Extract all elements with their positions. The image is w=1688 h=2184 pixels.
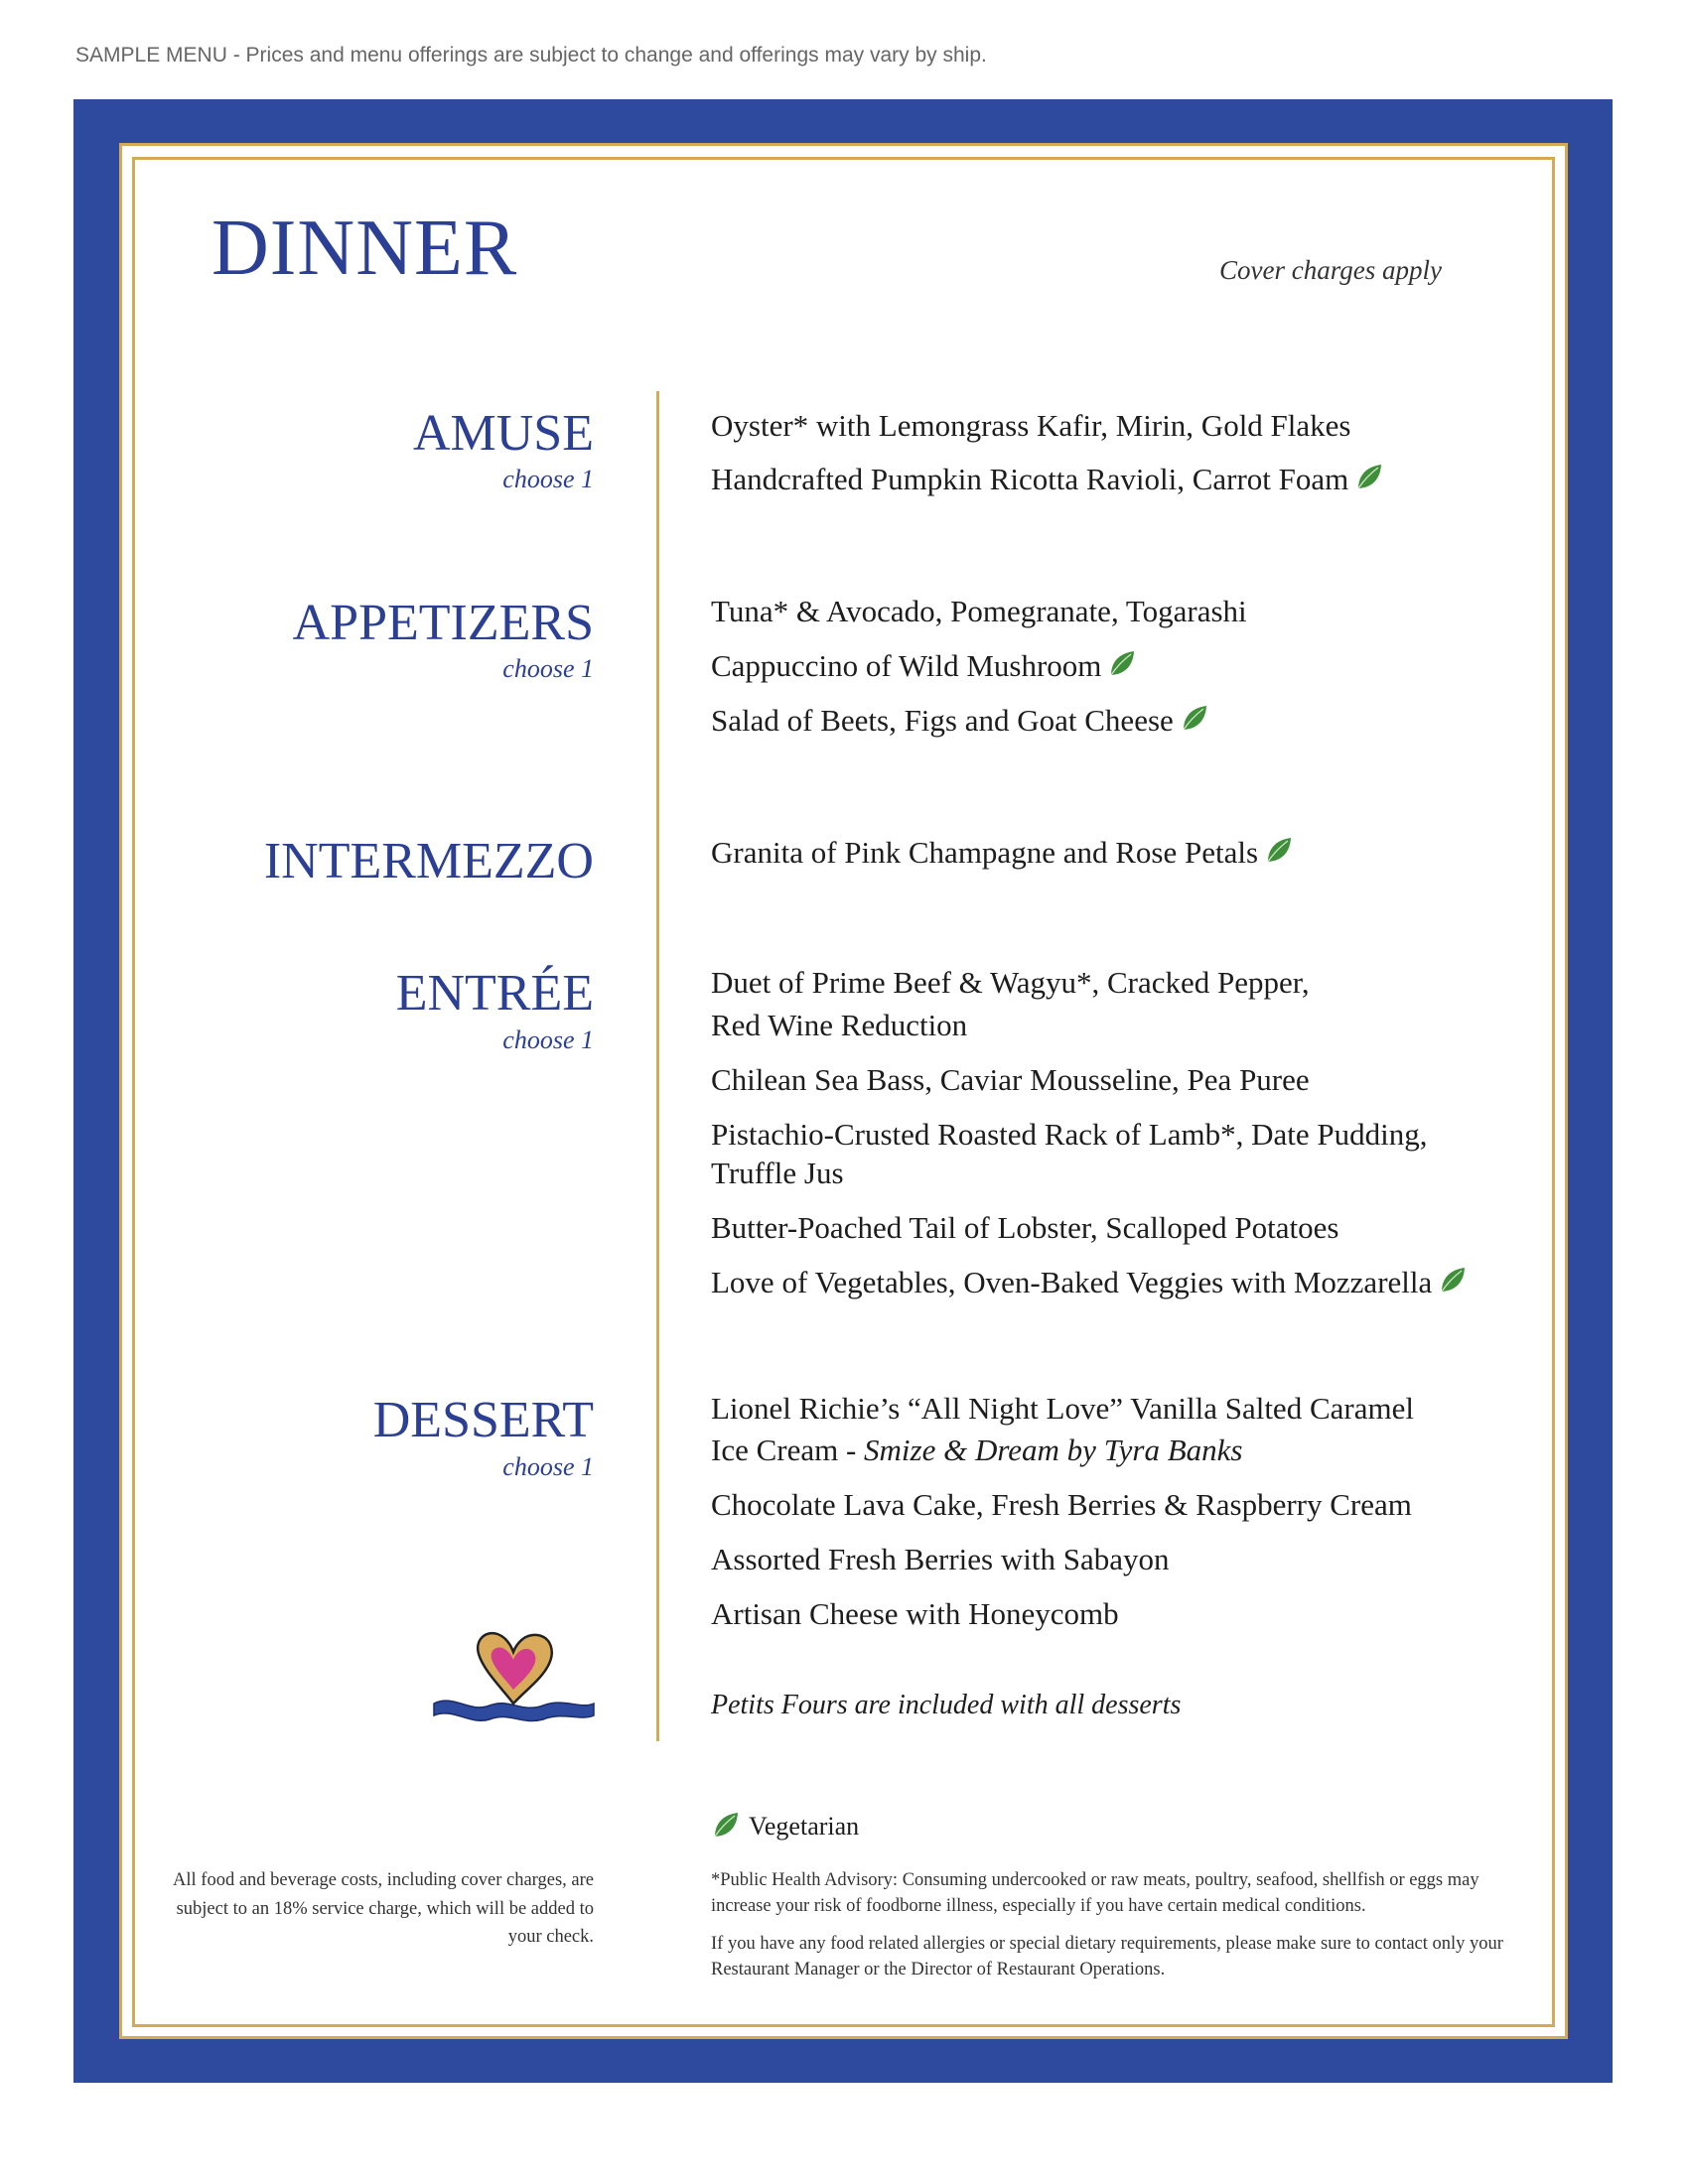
leaf-icon bbox=[1438, 1264, 1468, 1294]
menu-item-continued: Red Wine Reduction bbox=[711, 1008, 968, 1042]
section-title-dessert: DESSERT bbox=[372, 1392, 594, 1448]
cover-charges-note: Cover charges apply bbox=[1219, 255, 1442, 285]
menu-item-continued: Truffle Jus bbox=[711, 1156, 844, 1190]
page-title: DINNER bbox=[211, 205, 518, 292]
menu-item bbox=[711, 700, 1209, 742]
menu-item bbox=[711, 645, 1137, 687]
menu-item-credit: Smize & Dream by Tyra Banks bbox=[864, 1433, 1243, 1467]
column-divider bbox=[656, 391, 659, 1741]
leaf-icon bbox=[711, 1810, 741, 1840]
leaf-icon bbox=[1107, 647, 1137, 677]
menu-item-text: Granita of Pink Champagne and Rose Petals bbox=[711, 835, 1259, 870]
menu-item: Chocolate Lava Cake, Fresh Berries & Raspberry Cream bbox=[711, 1487, 1412, 1522]
vegetarian-label: Vegetarian bbox=[749, 1812, 860, 1841]
section-title-amuse: AMUSE bbox=[412, 405, 594, 462]
menu-item: Lionel Richie’s “All Night Love” Vanilla Salted Caramel bbox=[711, 1391, 1414, 1426]
menu-item-text: Love of Vegetables, Oven-Baked Veggies with Mozzarella bbox=[711, 1265, 1433, 1299]
leaf-icon bbox=[1180, 702, 1209, 732]
menu-item-text: Ice Cream - bbox=[711, 1433, 865, 1467]
section-choose-entree: choose 1 bbox=[502, 1025, 594, 1054]
menu-item-text: Salad of Beets, Figs and Goat Cheese bbox=[711, 703, 1174, 738]
heart-wave-logo bbox=[432, 1626, 596, 1725]
menu-item: Tuna* & Avocado, Pomegranate, Togarashi bbox=[711, 594, 1247, 628]
section-choose-appetizers: choose 1 bbox=[502, 654, 594, 683]
menu-item: Assorted Fresh Berries with Sabayon bbox=[711, 1542, 1170, 1576]
leaf-icon bbox=[1264, 834, 1294, 864]
menu-item: Chilean Sea Bass, Caviar Mousseline, Pea Puree bbox=[711, 1062, 1310, 1097]
public-health-advisory: *Public Health Advisory: Consuming undercooked or raw meats, poultry, seafood, shellfish or eggs may increase your risk of foodborne illness, especially if you have certain medical conditions. bbox=[711, 1870, 1479, 1916]
menu-item bbox=[711, 1262, 1468, 1303]
menu-item bbox=[711, 832, 1294, 874]
sample-menu-disclaimer: SAMPLE MENU - Prices and menu offerings are subject to change and offerings may vary by ship. bbox=[75, 44, 987, 67]
section-choose-dessert: choose 1 bbox=[502, 1452, 594, 1481]
petits-fours-note: Petits Fours are included with all desserts bbox=[711, 1690, 1182, 1720]
menu-item: Duet of Prime Beef & Wagyu*, Cracked Pepper, bbox=[711, 965, 1310, 1000]
service-charge-note: All food and beverage costs, including cover charges, are subject to an 18% service charge, which will be added to your check. bbox=[173, 1870, 594, 1948]
menu-item: Artisan Cheese with Honeycomb bbox=[711, 1596, 1119, 1631]
menu-item-text: Cappuccino of Wild Mushroom bbox=[711, 648, 1102, 683]
menu-item: Butter-Poached Tail of Lobster, Scalloped Potatoes bbox=[711, 1210, 1339, 1245]
menu-item: Pistachio-Crusted Roasted Rack of Lamb*, Date Pudding, bbox=[711, 1117, 1428, 1152]
menu-item-continued bbox=[711, 1430, 1242, 1471]
menu-item: Oyster* with Lemongrass Kafir, Mirin, Gold Flakes bbox=[711, 408, 1351, 443]
menu-item-text: Handcrafted Pumpkin Ricotta Ravioli, Carrot Foam bbox=[711, 462, 1349, 496]
section-title-entree: ENTRÉE bbox=[395, 965, 594, 1022]
menu-item bbox=[711, 459, 1384, 500]
vegetarian-legend bbox=[711, 1812, 859, 1842]
section-choose-amuse: choose 1 bbox=[502, 465, 594, 493]
section-title-intermezzo: INTERMEZZO bbox=[263, 833, 594, 889]
section-title-appetizers: APPETIZERS bbox=[292, 595, 594, 651]
allergy-note: If you have any food related allergies or special dietary requirements, please make sure to contact only your Restaurant Manager or the Director of Restaurant Operations. bbox=[711, 1934, 1503, 1979]
leaf-icon bbox=[1354, 461, 1384, 490]
